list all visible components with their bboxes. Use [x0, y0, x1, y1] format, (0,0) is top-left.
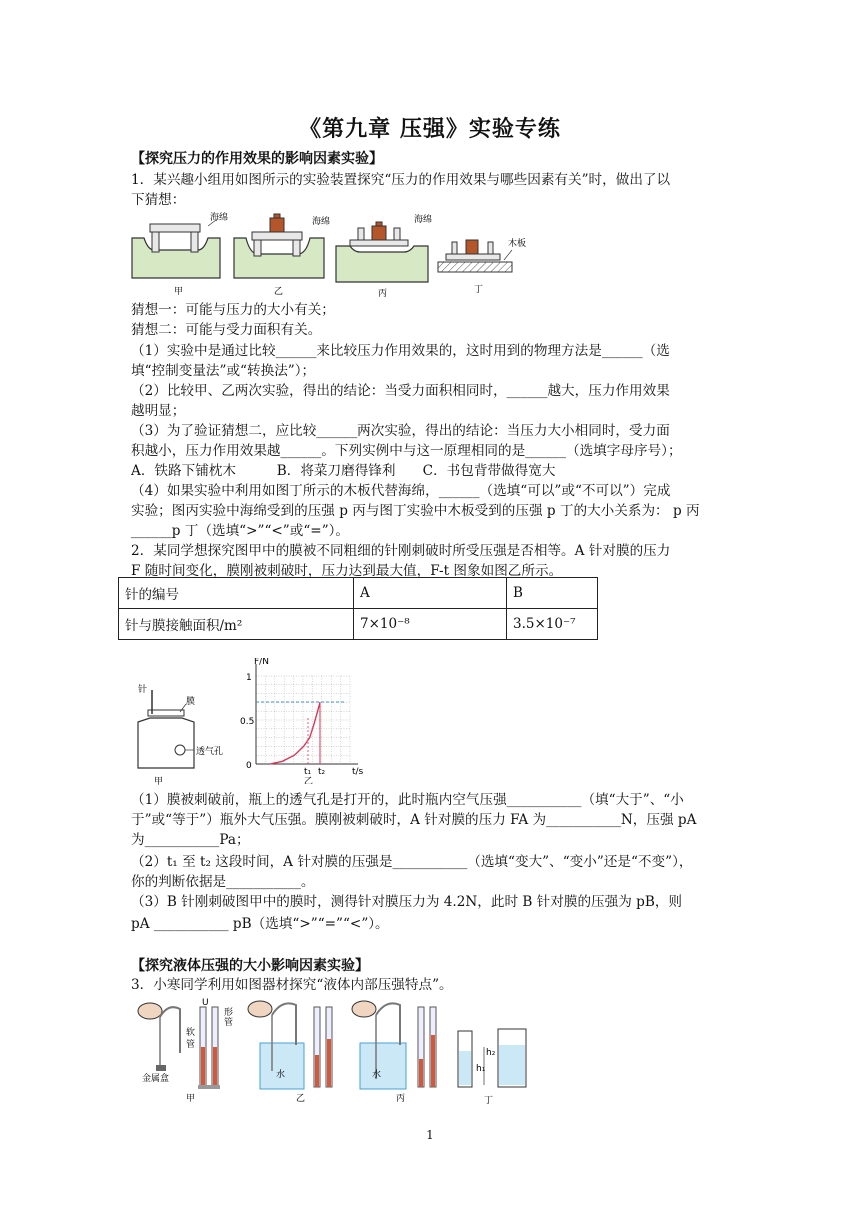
page-title: 《第九章 压强》实验专练	[299, 117, 561, 142]
q2-part1-b: 于”或“等于”）瓶外大气压强。膜刚被刺破时，A 针对膜的压力 FA 为___________N，压强 pA	[131, 812, 697, 828]
y-tick-0: 0	[246, 761, 252, 771]
q1-part1-b: 填“控制变量法”或“转换法”）；	[131, 363, 316, 379]
fig-jia-sponge	[132, 220, 220, 278]
table-cell: 针与膜接触面积/m²	[119, 609, 354, 640]
q1-guess1: 猜想一：可能与压力的大小有关；	[131, 302, 335, 318]
q1-part3-a: （3）为了验证猜想二，应比较______两次实验，得出的结论：当压力大小相同时，受力面	[131, 423, 670, 439]
section-heading-liquid-pressure: 【探究液体压强的大小影响因素实验】	[131, 958, 369, 974]
q1-line2: 下猜想：	[131, 192, 186, 208]
q2-figure-bottle	[128, 680, 228, 790]
caption-ding: 丁	[484, 1096, 494, 1105]
chart-grid	[256, 676, 350, 764]
label-u-3: 管	[224, 1018, 234, 1028]
q1-part3-b: 积越小，压力作用效果越______。下列实例中与这一原理相同的是______（选填字母序号）；	[131, 443, 682, 459]
q2-part1-a: （1）膜被刺破前，瓶上的透气孔是打开的，此时瓶内空气压强___________（填“大于”、“小	[131, 792, 684, 808]
table-cell: B	[507, 578, 598, 609]
caption-yi: 乙	[304, 777, 314, 784]
label-needle: 针	[138, 685, 148, 695]
table-row	[119, 578, 598, 609]
label-u-1: U	[202, 998, 209, 1008]
fig-yi-u-tube-water	[248, 1001, 332, 1089]
x-tick-t2: t₂	[318, 767, 326, 777]
q3-line1: 3．小寒同学利用如图器材探究“液体内部压强特点”。	[131, 977, 453, 993]
caption-bing: 丙	[378, 289, 388, 299]
caption-yi: 乙	[274, 287, 284, 297]
table-cell: 针的编号	[119, 578, 354, 609]
q1-part2-b: 越明显；	[131, 403, 186, 419]
caption-jia: 甲	[154, 777, 164, 787]
label-sponge-bing: 海绵	[414, 215, 433, 225]
y-tick-1: 1	[246, 673, 252, 683]
caption-bing: 丙	[396, 1094, 406, 1104]
label-hose-2: 管	[186, 1040, 196, 1050]
y-tick-0-5: 0.5	[240, 717, 255, 727]
caption-jia: 甲	[186, 1094, 196, 1104]
label-metal-box: 金属盒	[142, 1074, 170, 1084]
q1-line1: 1．某兴趣小组用如图所示的实验装置探究“压力的作用效果与哪些因素有关”时，做出了以	[131, 172, 671, 188]
page-number: 1	[426, 1128, 434, 1142]
fig-bing-u-tube-water	[352, 1001, 436, 1089]
q2-part3-a: （3）B 针刚刺破图甲中的膜时，测得针对膜压力为 4.2N，此时 B 针对膜的压强为 pB，则	[131, 894, 683, 910]
q1-part2-a: （2）比较甲、乙两次实验，得出的结论：当受力面积相同时，______越大，压力作用效果	[131, 383, 670, 399]
label-vent: 透气孔	[196, 747, 224, 757]
q2-part1-c: 为___________Pa；	[131, 832, 250, 848]
x-tick-t1: t₁	[304, 767, 312, 777]
table-cell: 7×10⁻⁸	[354, 609, 507, 640]
table-cell: A	[354, 578, 507, 609]
q3-figure-u-tube	[128, 995, 538, 1105]
q1-part1-a: （1）实验中是通过比较______来比较压力作用效果的，这时用到的物理方法是______（选	[131, 343, 670, 359]
q1-part4-a: （4）如果实验中利用如图丁所示的木板代替海绵，______（选填“可以”或“不可以”）完成	[131, 483, 671, 499]
label-board-ding: 木板	[508, 239, 527, 249]
label-u-2: 形	[224, 1008, 234, 1018]
q1-figure-sponge-experiments	[128, 210, 528, 300]
q1-part4-b: 实验；图丙实验中海绵受到的压强 p 丙与图丁实验中木板受到的压强 p 丁的大小关系为： p 丙	[131, 503, 700, 519]
label-hose-1: 软	[186, 1028, 196, 1038]
section-heading-pressure-effect: 【探究压力的作用效果的影响因素实验】	[131, 151, 383, 167]
q2-figure-f-t-chart	[240, 658, 370, 784]
q1-guess2: 猜想二：可能与受力面积有关。	[131, 322, 322, 338]
table-cell: 3.5×10⁻⁷	[507, 609, 598, 640]
q2-line1: 2．某同学想探究图甲中的膜被不同粗细的针刚刺破时所受压强是否相等。A 针对膜的压力	[131, 543, 671, 559]
label-water-yi: 水	[276, 1070, 286, 1080]
label-water-bing: 水	[372, 1070, 382, 1080]
y-axis-label: F/N	[254, 658, 269, 667]
q2-part3-b: pA ___________ pB（选填“>”“=”“<”）。	[131, 916, 389, 932]
q2-part2-a: （2）t₁ 至 t₂ 这段时间，A 针对膜的压强是___________（选填“变大”、“变小”还是“不变”），	[131, 854, 693, 870]
fig-ding-containers	[458, 1029, 526, 1087]
caption-ding: 丁	[474, 285, 484, 295]
q2-line2: F 随时间变化，膜刚被刺破时，压力达到最大值，F-t 图象如图乙所示。	[131, 563, 563, 579]
fig-ding-board	[438, 240, 512, 272]
label-h2: h₂	[486, 1048, 496, 1058]
q1-part4-c: ______p 丁（选填“>”“<”或“=”）。	[131, 523, 350, 539]
caption-jia: 甲	[174, 287, 184, 297]
caption-yi: 乙	[296, 1094, 306, 1104]
q2-part2-b: 你的判断依据是___________。	[131, 874, 315, 890]
needle-area-table	[118, 577, 598, 640]
x-axis-label: t/s	[352, 767, 364, 777]
label-h1: h₁	[476, 1064, 486, 1074]
fig-bing-sponge-inverted	[336, 222, 428, 282]
label-sponge-yi: 海绵	[312, 217, 331, 227]
fig-yi-sponge-weight	[234, 214, 324, 278]
label-sponge-jia: 海绵	[210, 213, 229, 223]
label-film: 膜	[186, 697, 196, 707]
q1-options: A．铁路下铺枕木 B．将菜刀磨得锋利 C．书包背带做得宽大	[131, 463, 556, 479]
table-row	[119, 609, 598, 640]
